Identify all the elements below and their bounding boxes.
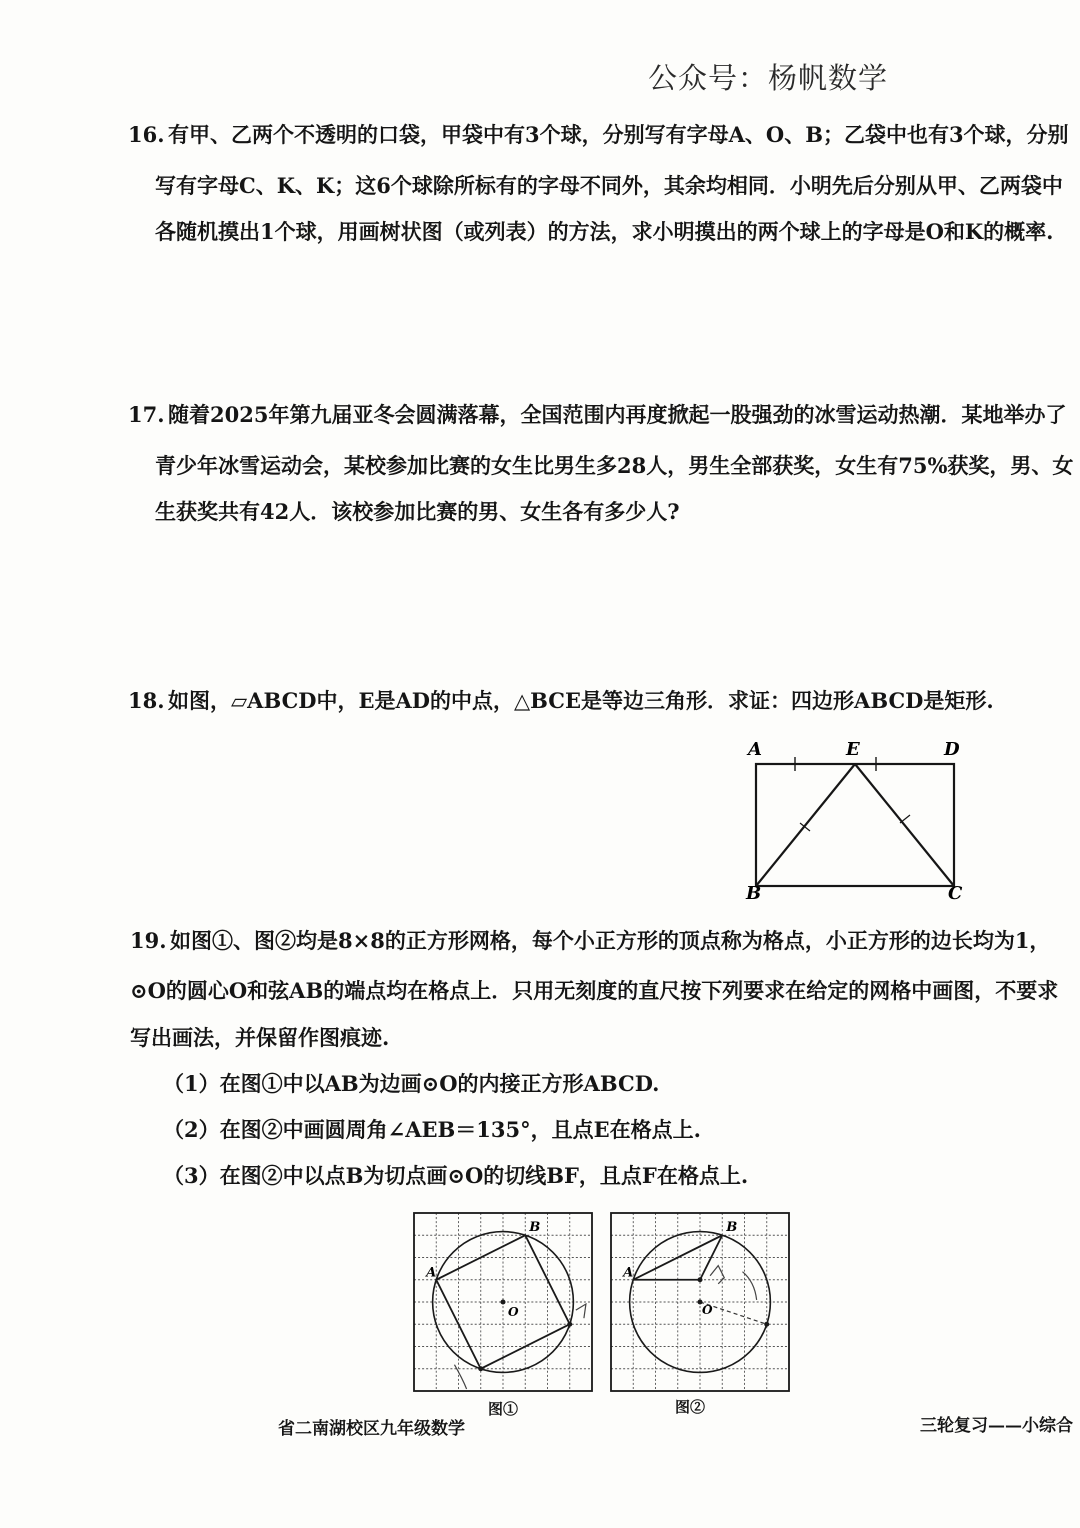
label-d: D — [944, 739, 960, 760]
label-a: A — [426, 1265, 437, 1281]
subquestion-2: （2）在图②中画圆周角∠AEB＝135°，且点E在格点上. — [163, 1117, 701, 1142]
watermark-text: 公众号：杨帆数学 — [648, 61, 889, 95]
label-o: O — [702, 1303, 713, 1318]
label-a: A — [748, 739, 762, 760]
question-line: 如图①、图②均是8×8的正方形网格，每个小正方形的顶点称为格点，小正方形的边长均为1， — [170, 928, 1051, 953]
label-b: B — [529, 1220, 541, 1236]
pencil-mark — [576, 1304, 586, 1318]
question-number: 17. — [128, 402, 165, 427]
segment-be — [756, 764, 855, 886]
question-17 — [128, 404, 1066, 425]
point-e — [697, 1277, 702, 1282]
segment-ce — [855, 764, 954, 886]
tick-mark — [900, 815, 910, 823]
question-number: 18. — [128, 688, 165, 713]
grid-figure-1 — [414, 1212, 592, 1392]
grid-figure-2 — [611, 1212, 789, 1392]
question-16 — [128, 124, 1069, 145]
segment-be — [700, 1235, 722, 1280]
label-e: E — [846, 739, 860, 760]
footer-right: 三轮复习——小综合 — [920, 1416, 1073, 1436]
subquestion-3: （3）在图②中以点B为切点画⊙O的切线BF，且点F在格点上. — [163, 1163, 749, 1188]
question-line: 各随机摸出1个球，用画树状图（或列表）的方法，求小明摸出的两个球上的字母是O和K的概率. — [155, 219, 1054, 244]
label-b: B — [746, 883, 762, 904]
center-point — [500, 1299, 505, 1304]
subquestion-1: （1）在图①中以AB为边画⊙O的内接正方形ABCD. — [163, 1071, 660, 1096]
label-a: A — [623, 1265, 634, 1281]
question-line: 写有字母C、K、K；这6个球除所标有的字母不同外，其余均相同．小明先后分别从甲、乙两袋中 — [155, 173, 1063, 198]
pencil-mark — [710, 1266, 724, 1284]
question-18 — [128, 690, 994, 711]
question-line: ⊙O的圆心O和弦AB的端点均在格点上．只用无刻度的直尺按下列要求在给定的网格中画图，不要求 — [130, 978, 1059, 1003]
label-o: O — [508, 1305, 519, 1320]
question-number: 16. — [128, 122, 165, 147]
point-f — [764, 1322, 769, 1327]
question-number: 19. — [130, 928, 167, 953]
question-line: 生获奖共有42人．该校参加比赛的男、女生各有多少人? — [155, 499, 680, 524]
point-c — [567, 1322, 572, 1327]
label-b: B — [726, 1220, 738, 1236]
question-line: 随着2025年第九届亚冬会圆满落幕，全国范围内再度掀起一股强劲的冰雪运动热潮．某地举办了 — [168, 402, 1067, 427]
footer-left: 省二南湖校区九年级数学 — [278, 1419, 465, 1439]
rectangle-figure — [740, 735, 970, 904]
question-19 — [130, 930, 1050, 951]
figure-1-caption: 图① — [488, 1400, 519, 1418]
question-line: 如图，▱ABCD中，E是AD的中点，△BCE是等边三角形．求证：四边形ABCD是矩形. — [168, 688, 994, 713]
question-line: 青少年冰雪运动会，某校参加比赛的女生比男生多28人，男生全部获奖，女生有75%获奖，男、女 — [155, 453, 1074, 478]
rectangle-abcd — [756, 764, 954, 886]
question-line: 写出画法，并保留作图痕迹. — [130, 1025, 390, 1050]
figure-2-caption: 图② — [675, 1398, 706, 1416]
point-d — [478, 1366, 483, 1371]
question-line: 有甲、乙两个不透明的口袋，甲袋中有3个球，分别写有字母A、O、B；乙袋中也有3个球，分别 — [168, 122, 1069, 147]
label-c: C — [948, 883, 963, 904]
